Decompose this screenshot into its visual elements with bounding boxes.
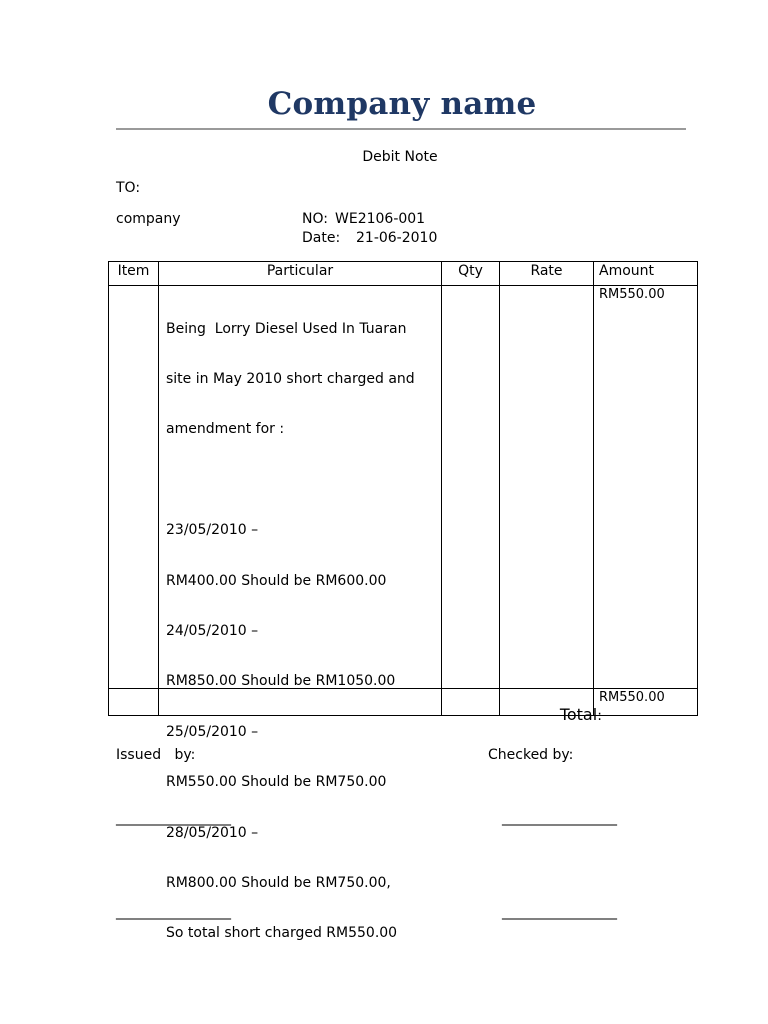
recipient-company: company bbox=[116, 211, 181, 227]
column-header-amount: Amount bbox=[599, 263, 655, 279]
particular-line: amendment for : bbox=[166, 421, 285, 438]
particular-line: RM850.00 Should be RM1050.00 bbox=[166, 673, 396, 690]
particular-line: So total short charged RM550.00 bbox=[166, 925, 398, 942]
title-divider bbox=[116, 128, 686, 130]
issued-by-name-line: ___________________ bbox=[116, 904, 230, 920]
note-number-label: NO: bbox=[302, 211, 328, 227]
particular-line: 23/05/2010 – bbox=[166, 522, 259, 539]
column-header-rate: Rate bbox=[530, 263, 563, 279]
document-type: Debit Note bbox=[362, 149, 438, 165]
particular-line: 25/05/2010 – bbox=[166, 723, 259, 740]
note-number-value: WE2106-001 bbox=[335, 211, 426, 227]
column-divider bbox=[441, 262, 442, 715]
total-label-text: Total bbox=[559, 704, 598, 724]
date-label: Date: bbox=[302, 230, 341, 246]
row-amount: RM550.00 bbox=[599, 287, 665, 302]
checked-by-name-line: ___________________ bbox=[502, 904, 616, 920]
particular-line: Being Lorry Diesel Used In Tuaran bbox=[166, 320, 407, 337]
column-divider bbox=[499, 262, 500, 715]
to-label: TO: bbox=[116, 180, 141, 196]
issued-by-signature-line: ___________________ bbox=[116, 810, 230, 826]
company-name-heading: Company name bbox=[267, 86, 537, 122]
particular-line: RM400.00 Should be RM600.00 bbox=[166, 572, 387, 589]
particular-line: 24/05/2010 – bbox=[166, 622, 259, 639]
checked-by-label: Checked by: bbox=[488, 747, 574, 763]
particular-line bbox=[166, 472, 415, 489]
particular-line: RM800.00 Should be RM750.00, bbox=[166, 874, 391, 891]
particular-line: RM550.00 Should be RM750.00 bbox=[166, 774, 387, 791]
column-header-qty: Qty bbox=[458, 263, 483, 279]
column-header-particular: Particular bbox=[266, 263, 334, 279]
issued-by-label: Issued by: bbox=[116, 747, 196, 763]
total-amount: RM550.00 bbox=[599, 690, 665, 705]
column-divider bbox=[158, 262, 159, 715]
total-colon: : bbox=[597, 707, 602, 724]
column-header-item: Item bbox=[117, 263, 150, 279]
column-divider bbox=[593, 262, 594, 715]
header-row-divider bbox=[109, 285, 697, 286]
particular-line: site in May 2010 short charged and bbox=[166, 370, 415, 387]
checked-by-signature-line: ___________________ bbox=[502, 810, 616, 826]
particular-description bbox=[166, 287, 415, 976]
date-value: 21-06-2010 bbox=[356, 230, 438, 246]
total-label bbox=[542, 690, 602, 741]
particular-line: 28/05/2010 – bbox=[166, 824, 259, 841]
